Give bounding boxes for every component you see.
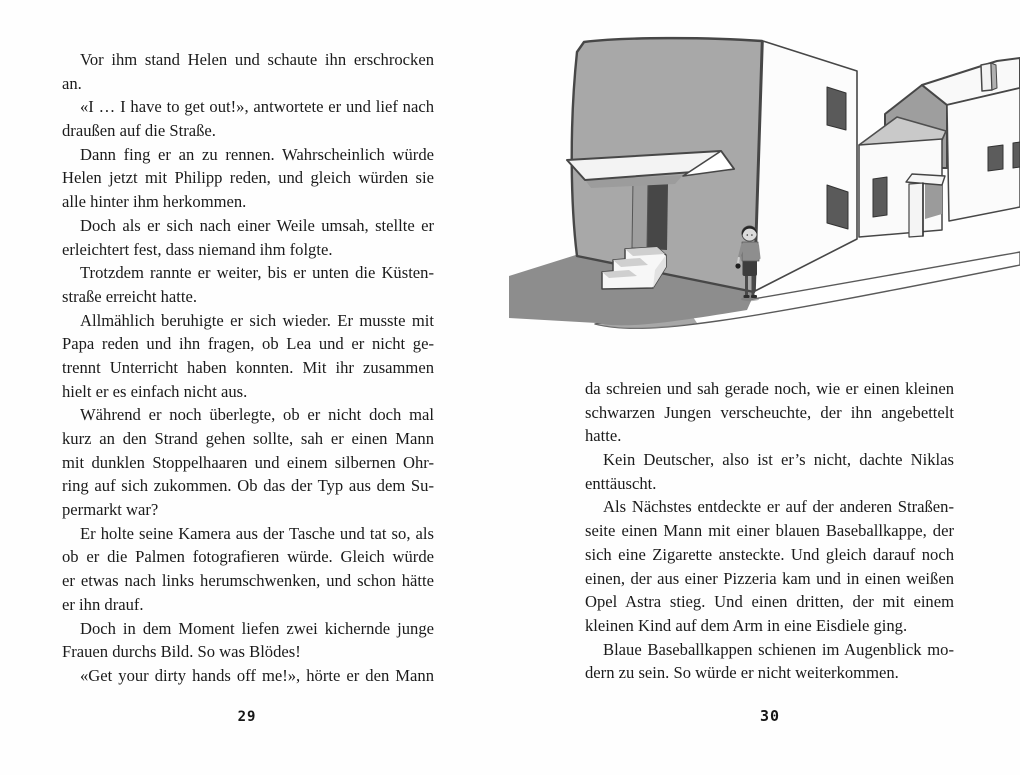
text-line: seite einen Mann mit einer blauen Baseballkappe, der [585, 521, 954, 541]
text-line: dern zu sein. So würde er nicht weiterkommen. [585, 663, 899, 683]
doorway [647, 184, 668, 250]
left-page-number: 29 [237, 709, 257, 725]
text-line: alle hinter ihm herkommen. [62, 192, 247, 212]
text-line: Frauen durchs Bild. So was Blödes! [62, 642, 301, 662]
rear-house-window [988, 145, 1003, 171]
boy-left-leg [745, 275, 748, 296]
text-line: Papa reden und ihn fragen, ob Lea und er nicht ge- [62, 334, 434, 354]
text-line: schwarzen Jungen verscheuchte, der ihn angebettelt [585, 402, 954, 422]
boy-eye-left [747, 234, 749, 236]
text-line: Allmählich beruhigte er sich wieder. Er musste mit [80, 310, 434, 330]
text-line: Opel Astra stieg. Und einen dritten, der mit einem [585, 592, 954, 612]
text-line: straße erreicht hatte. [62, 286, 197, 306]
text-line: an. [62, 73, 82, 93]
text-line: kleinen Kind auf dem Arm in eine Eisdiele ging. [585, 615, 908, 635]
text-line: Doch in dem Moment liefen zwei kichernde junge [80, 618, 434, 638]
text-line: da schreien und sah gerade noch, wie er einen kleinen [585, 379, 954, 398]
text-line: Dann fing er an zu rennen. Wahrscheinlich würde [80, 144, 434, 164]
text-line: enttäuscht. [585, 473, 657, 493]
left-page-text [62, 48, 434, 688]
text-line: «I … I have to get out!», antwortete er und lief nach [80, 97, 434, 117]
right-page-number: 30 [759, 707, 781, 725]
right-page-text [585, 377, 954, 685]
boy-left-foot [744, 295, 750, 298]
chimney-side [991, 63, 997, 90]
side-window-lower [827, 185, 848, 229]
text-line: Doch als er sich nach einer Weile umsah, stellte er [80, 215, 434, 235]
text-line: Während er noch überlegte, ob er nicht doch mal [80, 405, 434, 425]
middle-building-porch-post [909, 183, 923, 237]
text-line: hielt er es einfach nicht aus. [62, 381, 248, 401]
text-line: ring auf sich zukommen. Ob das der Typ aus dem Su- [62, 476, 434, 496]
text-line: Er holte seine Kamera aus der Tasche und tat so, als [80, 523, 434, 543]
text-line: Vor ihm stand Helen und schaute ihn erschrocken [80, 50, 434, 69]
boy-forearm [738, 258, 739, 264]
boy-right-leg [752, 275, 755, 296]
text-line: trennt Unterricht haben konnten. Mit ihr zusammen [62, 357, 434, 377]
rear-house-window-edge [1013, 142, 1020, 168]
text-line: Helen jetzt mit Philipp reden, und gleich würden sie [62, 168, 434, 188]
text-line: Blaue Baseballkappen schienen im Augenblick mo- [603, 639, 954, 659]
text-line: er ihn drauf. [62, 594, 144, 614]
main-building [567, 38, 857, 292]
text-line: Kein Deutscher, also ist er’s nicht, dachte Niklas [603, 450, 954, 470]
boy-shorts [743, 259, 758, 276]
rear-house-front-wall [947, 88, 1020, 221]
text-line: permarkt war? [62, 500, 159, 520]
text-line: hatte. [585, 426, 622, 446]
side-window-upper [827, 87, 846, 130]
street-illustration-svg [505, 8, 1020, 354]
text-line: mit dunklen Stoppelhaaren und einem silbernen Ohr- [62, 452, 434, 472]
text-line: sich eine Zigarette ansteckte. Und gleich darauf noch [585, 544, 954, 564]
text-line: er etwas nach links herumschwenken, und schon hätte [62, 571, 434, 591]
main-building-side-wall [755, 41, 857, 291]
boy-right-foot [751, 295, 757, 298]
boy-held-object [735, 263, 740, 268]
text-line: draußen auf die Straße. [62, 121, 216, 141]
text-line: ob er die Palmen fotografieren würde. Gleich würde [62, 547, 434, 567]
middle-building [859, 117, 946, 237]
middle-building-window [873, 177, 887, 217]
chimney [981, 63, 992, 91]
boy-right-arm [758, 245, 760, 258]
text-line: kurz an den Strand gehen sollte, sah er einen Mann [62, 429, 434, 448]
text-line: «Get your dirty hands off me!», hörte er den Mann [80, 665, 434, 685]
text-line: Als Nächstes entdeckte er auf der anderen Straßen- [603, 497, 954, 517]
text-line: Trotzdem rannte er weiter, bis er unten die Küsten- [80, 263, 434, 283]
street-illustration [505, 8, 1020, 354]
text-line: erleichtert fest, dass niemand ihm folgte. [62, 239, 333, 259]
text-line: einen, der aus einer Pizzeria kam und in einen weißen [585, 568, 954, 588]
door-column [632, 180, 648, 248]
boy-eye-right [751, 234, 753, 236]
